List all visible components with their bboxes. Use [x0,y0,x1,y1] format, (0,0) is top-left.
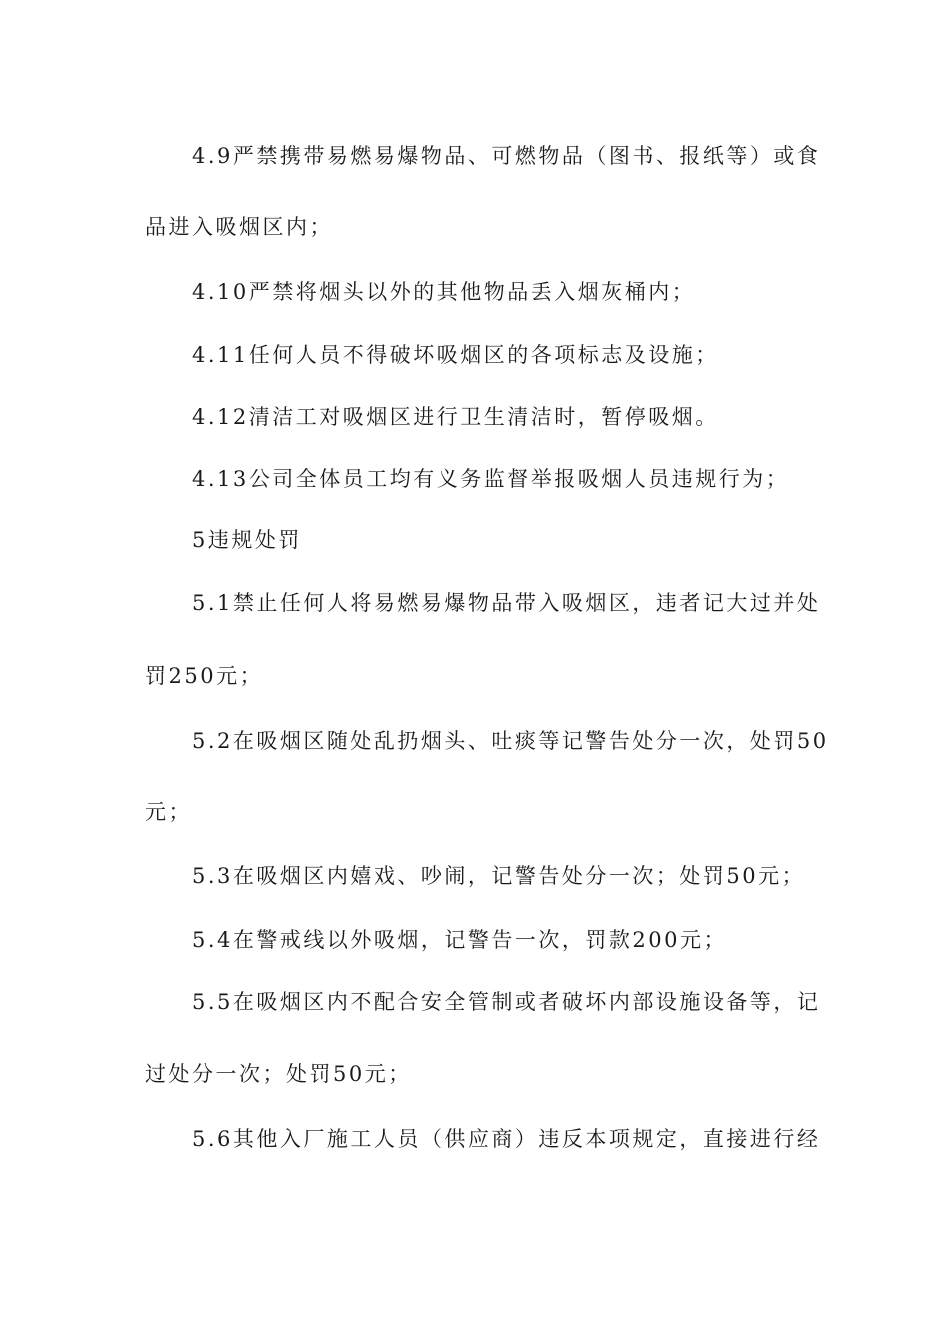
clause-5-2-continuation: 元； [145,800,192,824]
clause-5-4: 5.4在警戒线以外吸烟，记警告一次，罚款200元； [192,928,727,952]
clause-5-3: 5.3在吸烟区内嬉戏、吵闹，记警告处分一次；处罚50元； [192,864,806,888]
clause-4-12: 4.12清洁工对吸烟区进行卫生清洁时，暂停吸烟。 [192,405,719,429]
section-5-heading: 5违规处罚 [192,528,302,552]
clause-5-5-continuation: 过处分一次；处罚50元； [145,1062,412,1086]
clause-5-1: 5.1禁止任何人将易燃易爆物品带入吸烟区，违者记大过并处 [192,591,821,615]
clause-5-2: 5.2在吸烟区随处乱扔烟头、吐痰等记警告处分一次，处罚50 [192,729,829,753]
clause-5-1-continuation: 罚250元； [145,664,264,688]
clause-4-10: 4.10严禁将烟头以外的其他物品丢入烟灰桶内； [192,280,696,304]
clause-4-13: 4.13公司全体员工均有义务监督举报吸烟人员违规行为； [192,467,790,491]
clause-5-5: 5.5在吸烟区内不配合安全管制或者破坏内部设施设备等，记 [192,990,821,1014]
clause-4-11: 4.11任何人员不得破坏吸烟区的各项标志及设施； [192,343,719,367]
clause-4-9-continuation: 品进入吸烟区内； [145,215,333,239]
clause-5-6: 5.6其他入厂施工人员（供应商）违反本项规定，直接进行经 [192,1127,821,1151]
clause-4-9: 4.9严禁携带易燃易爆物品、可燃物品（图书、报纸等）或食 [192,144,821,168]
